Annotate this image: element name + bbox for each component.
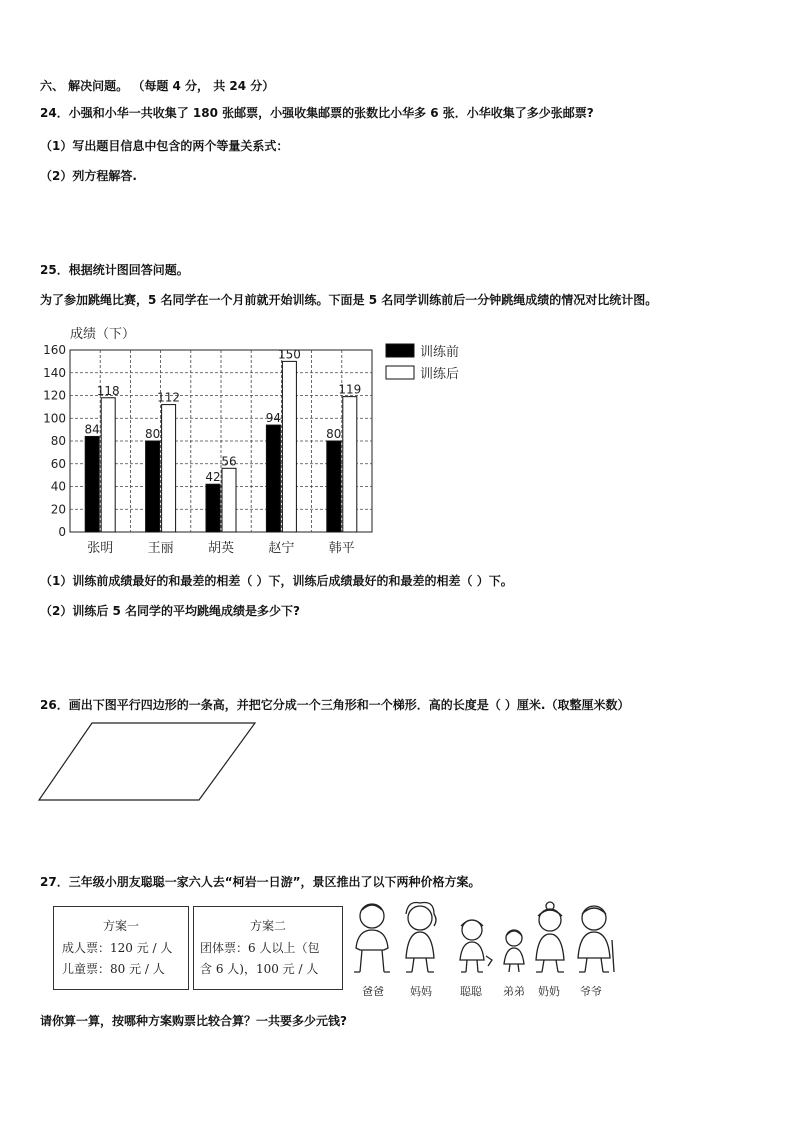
grandma-figure-icon [536, 902, 564, 972]
y-tick-label: 20 [50, 502, 66, 517]
bar-after [101, 398, 115, 532]
bar-before [146, 441, 160, 532]
legend-swatch [386, 344, 414, 357]
x-tick-label: 王丽 [147, 541, 174, 556]
bar-before [327, 441, 341, 532]
family-label-mom: 妈妈 [410, 985, 432, 998]
x-tick-label: 张明 [87, 541, 114, 556]
q25-stem: 25．根据统计图回答问题。 [40, 263, 189, 277]
bar-after [282, 361, 296, 532]
q25-part1: （1）训练前成绩最好的和最差的相差（ ）下，训练后成绩最好的和最差的相差（ ）下。 [40, 574, 513, 588]
y-tick-label: 140 [43, 365, 66, 380]
plan-two-box [193, 906, 343, 990]
y-tick-label: 100 [43, 411, 66, 426]
q24-part2: （2）列方程解答. [40, 169, 137, 183]
plan-one-line2: 儿童票：80 元 / 人 [62, 962, 165, 976]
q25-part2: （2）训练后 5 名同学的平均跳绳成绩是多少下? [40, 604, 301, 618]
bar-value-label: 112 [157, 390, 181, 405]
bar-after [162, 405, 176, 532]
plan-one-line1: 成人票：120 元 / 人 [62, 941, 173, 955]
y-tick-label: 120 [43, 388, 66, 403]
grandpa-figure-icon [578, 906, 614, 972]
congcong-figure-icon [460, 920, 492, 972]
legend-label: 训练前 [420, 345, 460, 360]
y-tick-label: 0 [58, 525, 66, 539]
plan-one-box [53, 906, 189, 990]
bar-value-label: 42 [205, 470, 221, 485]
q24-stem: 24．小强和小华一共收集了 180 张邮票，小强收集邮票的张数比小华多 6 张．小华收集了多少张邮票? [40, 106, 594, 120]
family-label-grandma: 奶奶 [538, 985, 560, 998]
y-tick-label: 160 [43, 343, 66, 357]
parallelogram-figure [36, 718, 262, 804]
plan-two-line2: 含 6 人)，100 元 / 人 [200, 962, 319, 976]
bar-value-label: 80 [144, 427, 161, 441]
brother-figure-icon [504, 930, 524, 972]
y-tick-label: 80 [50, 434, 66, 448]
family-label-brother: 弟弟 [503, 985, 525, 998]
q26-stem: 26．画出下图平行四边形的一条高，并把它分成一个三角形和一个梯形．高的长度是（ ）厘米.（取整厘米数） [40, 698, 630, 712]
legend-swatch [386, 366, 414, 379]
x-tick-label: 韩平 [328, 541, 355, 556]
bar-before [206, 484, 220, 532]
bar-chart [30, 318, 490, 568]
bar-value-label: 94 [265, 411, 282, 426]
bar-before [85, 436, 99, 532]
section-title: 六、 解决问题。 （每题 4 分， 共 24 分） [40, 79, 275, 93]
bar-value-label: 119 [338, 382, 362, 397]
family-label-dad: 爸爸 [362, 985, 384, 998]
y-tick-label: 60 [50, 456, 66, 471]
q24-part1: （1）写出题目信息中包含的两个等量关系式： [40, 139, 289, 153]
mom-figure-icon [406, 902, 436, 972]
x-tick-label: 赵宁 [268, 541, 295, 556]
plan-one-title: 方案一 [102, 919, 139, 933]
bar-after [222, 468, 236, 532]
dad-figure-icon [354, 904, 390, 972]
plan-two-line1: 团体票：6 人以上（包 [200, 941, 320, 955]
q27-stem: 27．三年级小朋友聪聪一家六人去“柯岩一日游”，景区推出了以下两种价格方案。 [40, 875, 481, 889]
bar-value-label: 84 [84, 422, 100, 437]
family-label-grandpa: 爷爷 [580, 985, 602, 998]
family-label-congcong: 聪聪 [460, 985, 482, 998]
legend-label: 训练后 [420, 367, 460, 382]
bar-value-label: 150 [277, 347, 301, 362]
bar-value-label: 80 [326, 427, 342, 441]
bar-after [343, 397, 357, 532]
bar-before [266, 425, 280, 532]
q27-question: 请你算一算，按哪种方案购票比较合算？一共要多少元钱? [40, 1014, 347, 1028]
family-illustration [350, 900, 620, 982]
plan-two-title: 方案二 [249, 919, 286, 933]
y-tick-label: 40 [50, 479, 66, 494]
bar-value-label: 56 [221, 454, 237, 469]
q25-intro: 为了参加跳绳比赛，5 名同学在一个月前就开始训练。下面是 5 名同学训练前后一分钟跳绳成绩的情况对比统计图。 [40, 293, 658, 307]
x-tick-label: 胡英 [207, 541, 235, 556]
y-axis-label: 成绩（下） [70, 327, 136, 342]
bar-value-label: 118 [96, 383, 120, 398]
